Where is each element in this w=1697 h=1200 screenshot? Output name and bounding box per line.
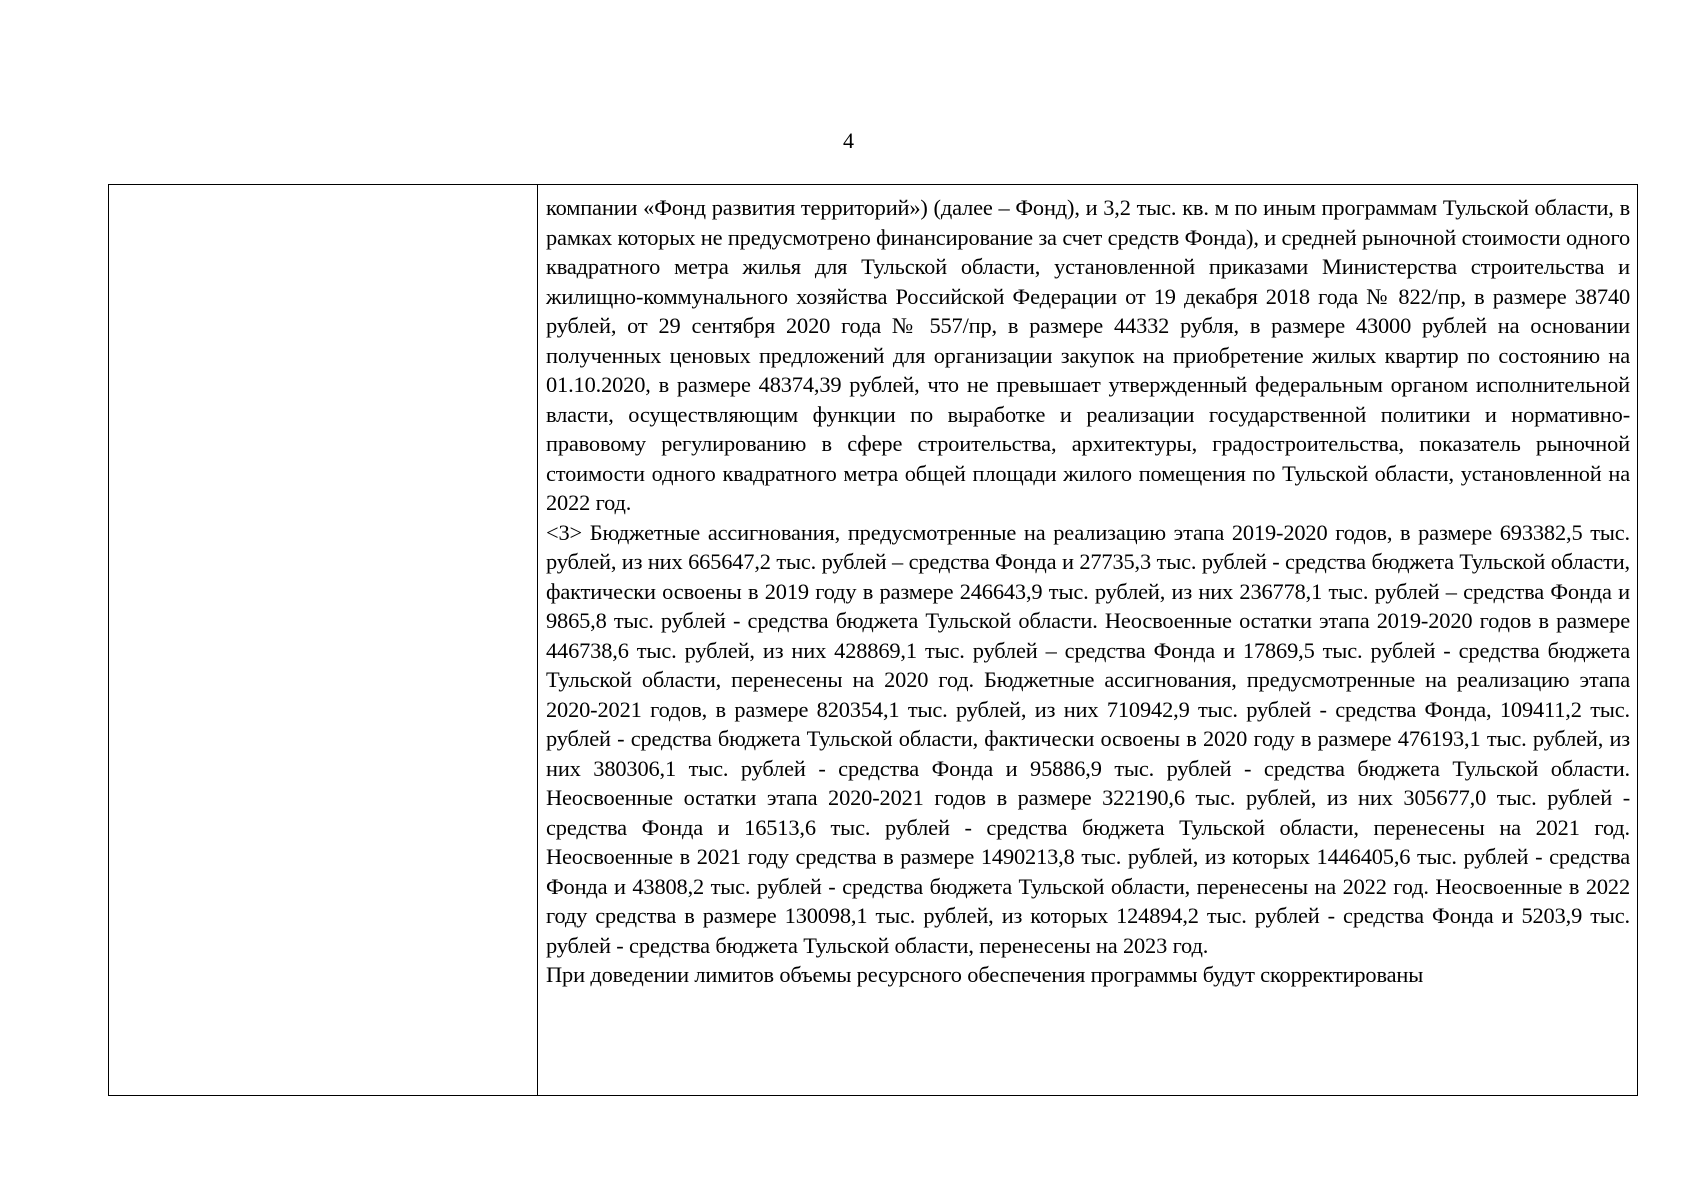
program-table: [108, 184, 1638, 1096]
table-cell-right: [538, 185, 1638, 1096]
table-cell-left: [109, 185, 538, 1096]
paragraph-financing-basis: компании «Фонд развития территорий») (далее – Фонд), и 3,2 тыс. кв. м по иным программам Тульской области, в рамках которых не предусмотрено финансирование за счет средств Фонда), и средней рыночной стоимости одного квадратного метра жилья для Тульской области, установленной приказами Министерства строительства и жилищно-коммунального хозяйства Российской Федерации от 19 декабря 2018 года № 822/пр, в размере 38740 рублей, от 29 сентября 2020 года № 557/пр, в размере 44332 рубля, в размере 43000 рублей на основании полученных ценовых предложений для организации закупок на приобретение жилых квартир по состоянию на 01.10.2020, в размере 48374,39 рублей, что не превышает утвержденный федеральным органом исполнительной власти, осуществляющим функции по выработке и реализации государственной политики и нормативно-правовому регулированию в сфере строительства, архитектуры, градостроительства, показатель рыночной стоимости одного квадратного метра общей площади жилого помещения по Тульской области, установленной на 2022 год.: [546, 195, 1630, 515]
page-number: 4: [843, 128, 854, 153]
paragraph-limits-note: При доведении лимитов объемы ресурсного обеспечения программы будут скорректированы: [546, 962, 1424, 987]
table-row: [109, 185, 1638, 1096]
paragraph-footnote-3: <3> Бюджетные ассигнования, предусмотренные на реализацию этапа 2019-2020 годов, в размере 693382,5 тыс. рублей, из них 665647,2 тыс. рублей – средства Фонда и 27735,3 тыс. рублей - средства бюджета Тульской области, фактически освоены в 2019 году в размере 246643,9 тыс. рублей, из них 236778,1 тыс. рублей – средства Фонда и 9865,8 тыс. рублей - средства бюджета Тульской области. Неосвоенные остатки этапа 2019-2020 годов в размере 446738,6 тыс. рублей, из них 428869,1 тыс. рублей – средства Фонда и 17869,5 тыс. рублей - средства бюджета Тульской области, перенесены на 2020 год. Бюджетные ассигнования, предусмотренные на реализацию этапа 2020-2021 годов, в размере 820354,1 тыс. рублей, из них 710942,9 тыс. рублей - средства Фонда, 109411,2 тыс. рублей - средства бюджета Тульской области, фактически освоены в 2020 году в размере 476193,1 тыс. рублей, из них 380306,1 тыс. рублей - средства Фонда и 95886,9 тыс. рублей - средства бюджета Тульской области. Неосвоенные остатки этапа 2020-2021 годов в размере 322190,6 тыс. рублей, из них 305677,0 тыс. рублей - средства Фонда и 16513,6 тыс. рублей - средства бюджета Тульской области, перенесены на 2021 год. Неосвоенные в 2021 году средства в размере 1490213,8 тыс. рублей, из которых 1446405,6 тыс. рублей - средства Фонда и 43808,2 тыс. рублей - средства бюджета Тульской области, перенесены на 2022 год. Неосвоенные в 2022 году средства в размере 130098,1 тыс. рублей, из которых 124894,2 тыс. рублей - средства Фонда и 5203,9 тыс. рублей - средства бюджета Тульской области, перенесены на 2023 год.: [546, 519, 1630, 958]
